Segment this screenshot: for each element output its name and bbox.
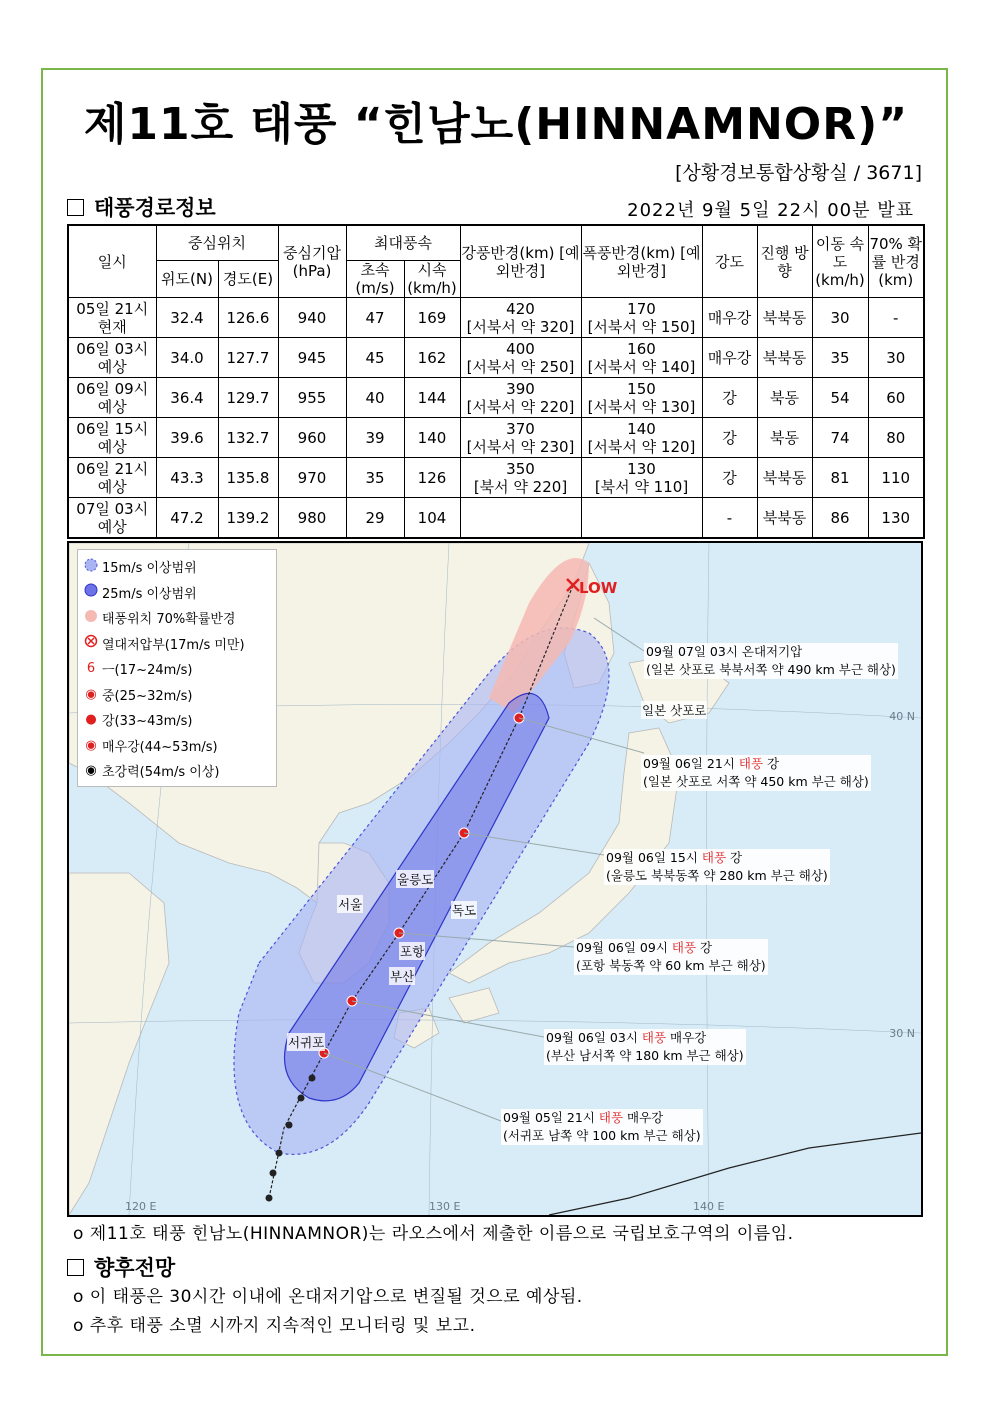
cell-pressure — [278, 458, 346, 498]
cross-circle-icon — [84, 634, 98, 652]
note-typhoon: 태풍 — [641, 1030, 667, 1045]
legend-label: 열대저압부(17m/s 미만) — [102, 637, 245, 653]
cell-strong-radius-text: [서북서 약 320] — [466, 317, 575, 336]
note-text: 09월 07일 03시 온대저기압 — [646, 644, 803, 659]
cell-pressure-text: 940 — [297, 308, 327, 327]
cell-pressure-text: 945 — [297, 348, 327, 367]
cell-ms-text: 35 — [365, 468, 385, 487]
cell-ms — [346, 378, 404, 418]
map-legend — [77, 549, 277, 787]
cell-time — [68, 298, 156, 338]
track-table — [67, 224, 925, 539]
header-lat: 위도(N) — [156, 261, 218, 298]
section-track-title: 태풍경로정보 — [94, 196, 216, 220]
cell-probability-text: 60 — [886, 388, 906, 407]
lon-120e: 120 E — [125, 1200, 157, 1213]
legend-item — [84, 580, 270, 606]
cell-time-text: 예상 — [97, 437, 127, 456]
cell-lat — [156, 418, 218, 458]
cell-lat-text: 47.2 — [170, 508, 204, 527]
legend-item — [84, 631, 270, 657]
cell-lon — [218, 298, 278, 338]
cell-pressure — [278, 418, 346, 458]
cell-storm-radius-text: [서북서 약 140] — [587, 357, 696, 376]
cell-intensity-text: 강 — [722, 388, 737, 407]
cell-speed — [812, 458, 868, 498]
lon-140e: 140 E — [693, 1200, 725, 1213]
cell-probability — [868, 338, 924, 378]
cell-strong-radius — [460, 418, 581, 458]
lon-130e: 130 E — [429, 1200, 461, 1213]
cell-ms — [346, 338, 404, 378]
cell-time — [68, 338, 156, 378]
section-track-heading — [67, 192, 216, 222]
cell-lat — [156, 338, 218, 378]
cell-strong-radius-text: 400 — [506, 339, 535, 358]
cell-strong-radius — [460, 338, 581, 378]
cell-direction — [757, 338, 812, 378]
cell-time-text: 예상 — [97, 357, 127, 376]
note-location: (서귀포 남쪽 약 100 km 부근 해상) — [503, 1128, 701, 1143]
cell-intensity — [702, 378, 757, 418]
cell-time-text: 06일 21시 — [76, 459, 149, 478]
cell-lon — [218, 418, 278, 458]
typhoon-super-icon: ◉ — [85, 763, 97, 779]
cell-time-text: 예상 — [97, 477, 127, 496]
cell-ms — [346, 498, 404, 539]
header-maxwind: 최대풍속 — [346, 225, 460, 261]
cell-lon-text: 129.7 — [226, 388, 270, 407]
cell-strong-radius-text: 390 — [506, 379, 535, 398]
note-0609 — [574, 939, 768, 975]
typhoon-verystrong-icon: ◉ — [85, 737, 97, 753]
lat-30n: 30 N — [889, 1027, 915, 1040]
cell-ms — [346, 458, 404, 498]
cell-lat-text: 39.6 — [170, 428, 204, 447]
cell-ms-text: 45 — [365, 348, 385, 367]
note-text: 09월 05일 21시 — [503, 1110, 599, 1125]
legend-label: 초강력(54m/s 이상) — [102, 765, 220, 781]
cell-kmh — [404, 378, 460, 418]
outlook-line-1: o 이 태풍은 30시간 이내에 온대저기압으로 변질될 것으로 예상됨. — [73, 1287, 583, 1307]
cell-speed — [812, 338, 868, 378]
cell-lat-text: 43.3 — [170, 468, 204, 487]
cell-ms — [346, 298, 404, 338]
cell-ms — [346, 418, 404, 458]
cell-storm-radius-text: 140 — [627, 419, 656, 438]
cell-direction — [757, 498, 812, 539]
cell-time-text: 05일 21시 — [76, 299, 149, 318]
cell-lon — [218, 458, 278, 498]
header-storm-radius: 폭풍반경(km) [예외반경] — [581, 225, 702, 298]
note-typhoon: 태풍 — [598, 1110, 624, 1125]
note-text: 09월 06일 15시 — [606, 850, 702, 865]
cell-direction — [757, 378, 812, 418]
cell-lon — [218, 498, 278, 539]
cell-intensity — [702, 298, 757, 338]
cell-direction — [757, 458, 812, 498]
cell-lon-text: 127.7 — [226, 348, 270, 367]
note-0621 — [641, 755, 871, 791]
cell-storm-radius-text: [서북서 약 120] — [587, 437, 696, 456]
cell-lat-text: 36.4 — [170, 388, 204, 407]
cell-lon-text: 132.7 — [226, 428, 270, 447]
cell-storm-radius-text: 130 — [627, 459, 656, 478]
cell-ms-text: 29 — [365, 508, 385, 527]
legend-label: 15m/s 이상범위 — [102, 561, 197, 577]
cell-probability-text: 110 — [881, 468, 911, 487]
note-text: 09월 06일 09시 — [576, 940, 672, 955]
office-label: [상황경보통합상황실 / 3671] — [675, 162, 922, 184]
table-row — [68, 338, 924, 378]
header-intensity: 강도 — [702, 225, 757, 298]
cell-intensity-text: 매우강 — [707, 348, 752, 367]
note-intensity: 강 — [726, 850, 743, 865]
legend-label: 강(33~43m/s) — [102, 714, 193, 730]
cell-strong-radius-text: 370 — [506, 419, 535, 438]
note-0615 — [604, 849, 830, 885]
cell-intensity-text: - — [726, 508, 733, 527]
cell-kmh — [404, 498, 460, 539]
table-row — [68, 458, 924, 498]
town-sapporo: 일본 삿포로 — [642, 703, 707, 718]
cell-lat — [156, 458, 218, 498]
note-typhoon: 태풍 — [671, 940, 697, 955]
cell-direction-text: 북북동 — [762, 508, 807, 527]
header-speed: 이동 속도 (km/h) — [812, 225, 868, 298]
cell-kmh — [404, 298, 460, 338]
cell-kmh-text: 169 — [417, 308, 447, 327]
cell-storm-radius — [581, 298, 702, 338]
cell-time-text: 07일 03시 — [76, 499, 149, 518]
cell-intensity — [702, 338, 757, 378]
cell-strong-radius — [460, 378, 581, 418]
cell-storm-radius — [581, 418, 702, 458]
page-title: 제11호 태풍 “힌남노(HINNAMNOR)” — [83, 99, 909, 150]
legend-item — [84, 758, 270, 784]
table-row — [68, 498, 924, 539]
cell-intensity-text: 강 — [722, 428, 737, 447]
cell-lat-text: 32.4 — [170, 308, 204, 327]
cell-kmh — [404, 458, 460, 498]
legend-label: 중(25~32m/s) — [102, 688, 193, 704]
cell-pressure — [278, 338, 346, 378]
cell-time-text: 06일 09시 — [76, 379, 149, 398]
table-row — [68, 418, 924, 458]
cell-storm-radius — [581, 498, 702, 539]
cell-speed — [812, 378, 868, 418]
cell-probability — [868, 378, 924, 418]
legend-item — [84, 656, 270, 682]
town-seoul: 서울 — [338, 897, 363, 912]
cell-storm-radius-text: [서북서 약 130] — [587, 397, 696, 416]
cell-lat — [156, 498, 218, 539]
cell-ms-text: 39 — [365, 428, 385, 447]
cell-speed-text: 81 — [830, 468, 850, 487]
header-lon: 경도(E) — [218, 261, 278, 298]
cell-speed — [812, 418, 868, 458]
name-note: o 제11호 태풍 힌남노(HINNAMNOR)는 라오스에서 제출한 이름으로 국립보호구역의 이름임. — [73, 1224, 794, 1244]
legend-item — [84, 733, 270, 759]
cell-pressure-text: 970 — [297, 468, 327, 487]
cell-time-text: 현재 — [97, 317, 127, 336]
cell-pressure-text: 960 — [297, 428, 327, 447]
cell-strong-radius-text: [서북서 약 220] — [466, 397, 575, 416]
header-strong-radius: 강풍반경(km) [예외반경] — [460, 225, 581, 298]
cell-probability — [868, 418, 924, 458]
cell-probability — [868, 458, 924, 498]
cell-pressure-text: 980 — [297, 508, 327, 527]
cell-time-text: 06일 03시 — [76, 339, 149, 358]
cell-pressure — [278, 378, 346, 418]
typhoon-medium-icon: ◉ — [85, 686, 97, 702]
cell-direction — [757, 298, 812, 338]
cell-intensity-text: 매우강 — [707, 308, 752, 327]
cell-intensity — [702, 498, 757, 539]
cell-lat — [156, 298, 218, 338]
section-outlook-title: 향후전망 — [94, 1256, 176, 1280]
cell-lat — [156, 378, 218, 418]
cell-time-text: 예상 — [97, 397, 127, 416]
cell-storm-radius-text: [서북서 약 150] — [587, 317, 696, 336]
circle-dark-icon — [84, 583, 98, 601]
checkbox-icon — [67, 1259, 84, 1276]
cell-storm-radius-text: 150 — [627, 379, 656, 398]
town-ulleungdo: 울릉도 — [397, 872, 434, 887]
cell-strong-radius — [460, 498, 581, 539]
note-typhoon: 태풍 — [738, 756, 764, 771]
cell-intensity-text: 강 — [722, 468, 737, 487]
cell-strong-radius-text: [서북서 약 230] — [466, 437, 575, 456]
legend-item — [84, 682, 270, 708]
legend-item — [84, 554, 270, 580]
cell-kmh — [404, 418, 460, 458]
cell-pressure — [278, 498, 346, 539]
cell-time — [68, 378, 156, 418]
cell-speed-text: 74 — [830, 428, 850, 447]
cell-strong-radius-text: [북서 약 220] — [473, 477, 568, 496]
outlook-line-2: o 추후 태풍 소멸 시까지 지속적인 모니터링 및 보고. — [73, 1316, 476, 1336]
cell-time-text: 06일 15시 — [76, 419, 149, 438]
cell-kmh-text: 144 — [417, 388, 447, 407]
cell-direction — [757, 418, 812, 458]
typhoon-strong-icon: ● — [85, 712, 97, 728]
note-0603 — [544, 1029, 746, 1065]
town-pohang: 포항 — [400, 944, 425, 959]
note-0521 — [501, 1109, 703, 1145]
header-direction: 진행 방향 — [757, 225, 812, 298]
cell-ms-text: 47 — [365, 308, 385, 327]
cell-strong-radius-text: 350 — [506, 459, 535, 478]
note-0703 — [644, 643, 898, 679]
cell-pressure — [278, 298, 346, 338]
legend-label: 25m/s 이상범위 — [102, 586, 197, 602]
cell-direction-text: 북동 — [770, 428, 799, 447]
lat-40n: 40 N — [889, 710, 915, 723]
cell-probability — [868, 498, 924, 539]
cell-time — [68, 498, 156, 539]
cell-direction-text: 북동 — [770, 388, 799, 407]
cell-speed — [812, 298, 868, 338]
cell-storm-radius — [581, 338, 702, 378]
town-seogwipo: 서귀포 — [288, 1035, 325, 1050]
cell-time — [68, 458, 156, 498]
circle-light-icon — [84, 558, 98, 576]
cell-storm-radius — [581, 458, 702, 498]
cell-direction-text: 북북동 — [762, 468, 807, 487]
legend-label: 태풍위치 70%확률반경 — [102, 612, 236, 628]
cell-strong-radius — [460, 298, 581, 338]
section-outlook-heading — [67, 1252, 175, 1282]
cell-lon-text: 135.8 — [226, 468, 270, 487]
cell-lon-text: 139.2 — [226, 508, 270, 527]
cell-kmh — [404, 338, 460, 378]
note-intensity: 강 — [763, 756, 780, 771]
cell-strong-radius — [460, 458, 581, 498]
cell-speed-text: 30 — [830, 308, 850, 327]
legend-label: 매우강(44~53m/s) — [102, 739, 218, 755]
typhoon-track-map — [67, 541, 923, 1217]
issued-time: 2022년 9월 5일 22시 00분 발표 — [627, 200, 914, 221]
low-label: LOW — [579, 579, 618, 597]
cell-kmh-text: 162 — [417, 348, 447, 367]
note-location: (포항 북동쪽 약 60 km 부근 해상) — [576, 958, 766, 973]
note-text: 09월 06일 03시 — [546, 1030, 642, 1045]
cell-probability-text: 30 — [886, 348, 906, 367]
cell-pressure-text: 955 — [297, 388, 327, 407]
cell-direction-text: 북북동 — [762, 308, 807, 327]
note-location: (일본 삿포로 서쪽 약 450 km 부근 해상) — [643, 774, 869, 789]
cell-probability-text: 130 — [881, 508, 911, 527]
header-time: 일시 — [68, 225, 156, 298]
cell-speed-text: 54 — [830, 388, 850, 407]
cell-ms-text: 40 — [365, 388, 385, 407]
cell-probability — [868, 298, 924, 338]
note-location: (부산 남서쪽 약 180 km 부근 해상) — [546, 1048, 744, 1063]
circle-pink-icon — [84, 609, 98, 627]
cell-storm-radius — [581, 378, 702, 418]
typhoon-weak-icon: 6 — [86, 661, 96, 677]
cell-lon — [218, 378, 278, 418]
cell-lon-text: 126.6 — [226, 308, 270, 327]
note-intensity: 강 — [696, 940, 713, 955]
cell-intensity — [702, 458, 757, 498]
cell-kmh-text: 104 — [417, 508, 447, 527]
legend-item — [84, 707, 270, 733]
cell-lon — [218, 338, 278, 378]
header-center: 중심위치 — [156, 225, 278, 261]
note-typhoon: 태풍 — [701, 850, 727, 865]
cell-strong-radius-text: 420 — [506, 299, 535, 318]
cell-speed — [812, 498, 868, 539]
cell-speed-text: 86 — [830, 508, 850, 527]
cell-storm-radius-text: 160 — [627, 339, 656, 358]
table-row — [68, 378, 924, 418]
legend-label: ㅡ(17~24m/s) — [102, 663, 193, 679]
note-location: (일본 삿포로 북북서쪽 약 490 km 부근 해상) — [646, 662, 896, 677]
note-text: 09월 06일 21시 — [643, 756, 739, 771]
cell-storm-radius-text: 170 — [627, 299, 656, 318]
cell-time — [68, 418, 156, 458]
cell-intensity — [702, 418, 757, 458]
cell-kmh-text: 126 — [417, 468, 447, 487]
header-pressure: 중심기압 (hPa) — [278, 225, 346, 298]
cell-storm-radius-text: [북서 약 110] — [594, 477, 689, 496]
note-intensity: 매우강 — [666, 1030, 707, 1045]
note-location: (울릉도 북북동쪽 약 280 km 부근 해상) — [606, 868, 828, 883]
header-ms: 초속 (m/s) — [346, 261, 404, 298]
table-row — [68, 298, 924, 338]
town-busan: 부산 — [390, 969, 415, 984]
cell-probability-text: - — [893, 308, 899, 327]
cell-time-text: 예상 — [97, 517, 127, 536]
checkbox-icon — [67, 199, 84, 216]
cell-kmh-text: 140 — [417, 428, 447, 447]
header-kmh: 시속 (km/h) — [404, 261, 460, 298]
cell-speed-text: 35 — [830, 348, 850, 367]
header-probability: 70% 확률 반경 (km) — [868, 225, 924, 298]
cell-strong-radius-text: [서북서 약 250] — [466, 357, 575, 376]
cell-probability-text: 80 — [886, 428, 906, 447]
legend-item — [84, 605, 270, 631]
cell-lat-text: 34.0 — [170, 348, 204, 367]
note-intensity: 매우강 — [623, 1110, 664, 1125]
cell-direction-text: 북북동 — [762, 348, 807, 367]
town-dokdo: 독도 — [452, 903, 477, 918]
